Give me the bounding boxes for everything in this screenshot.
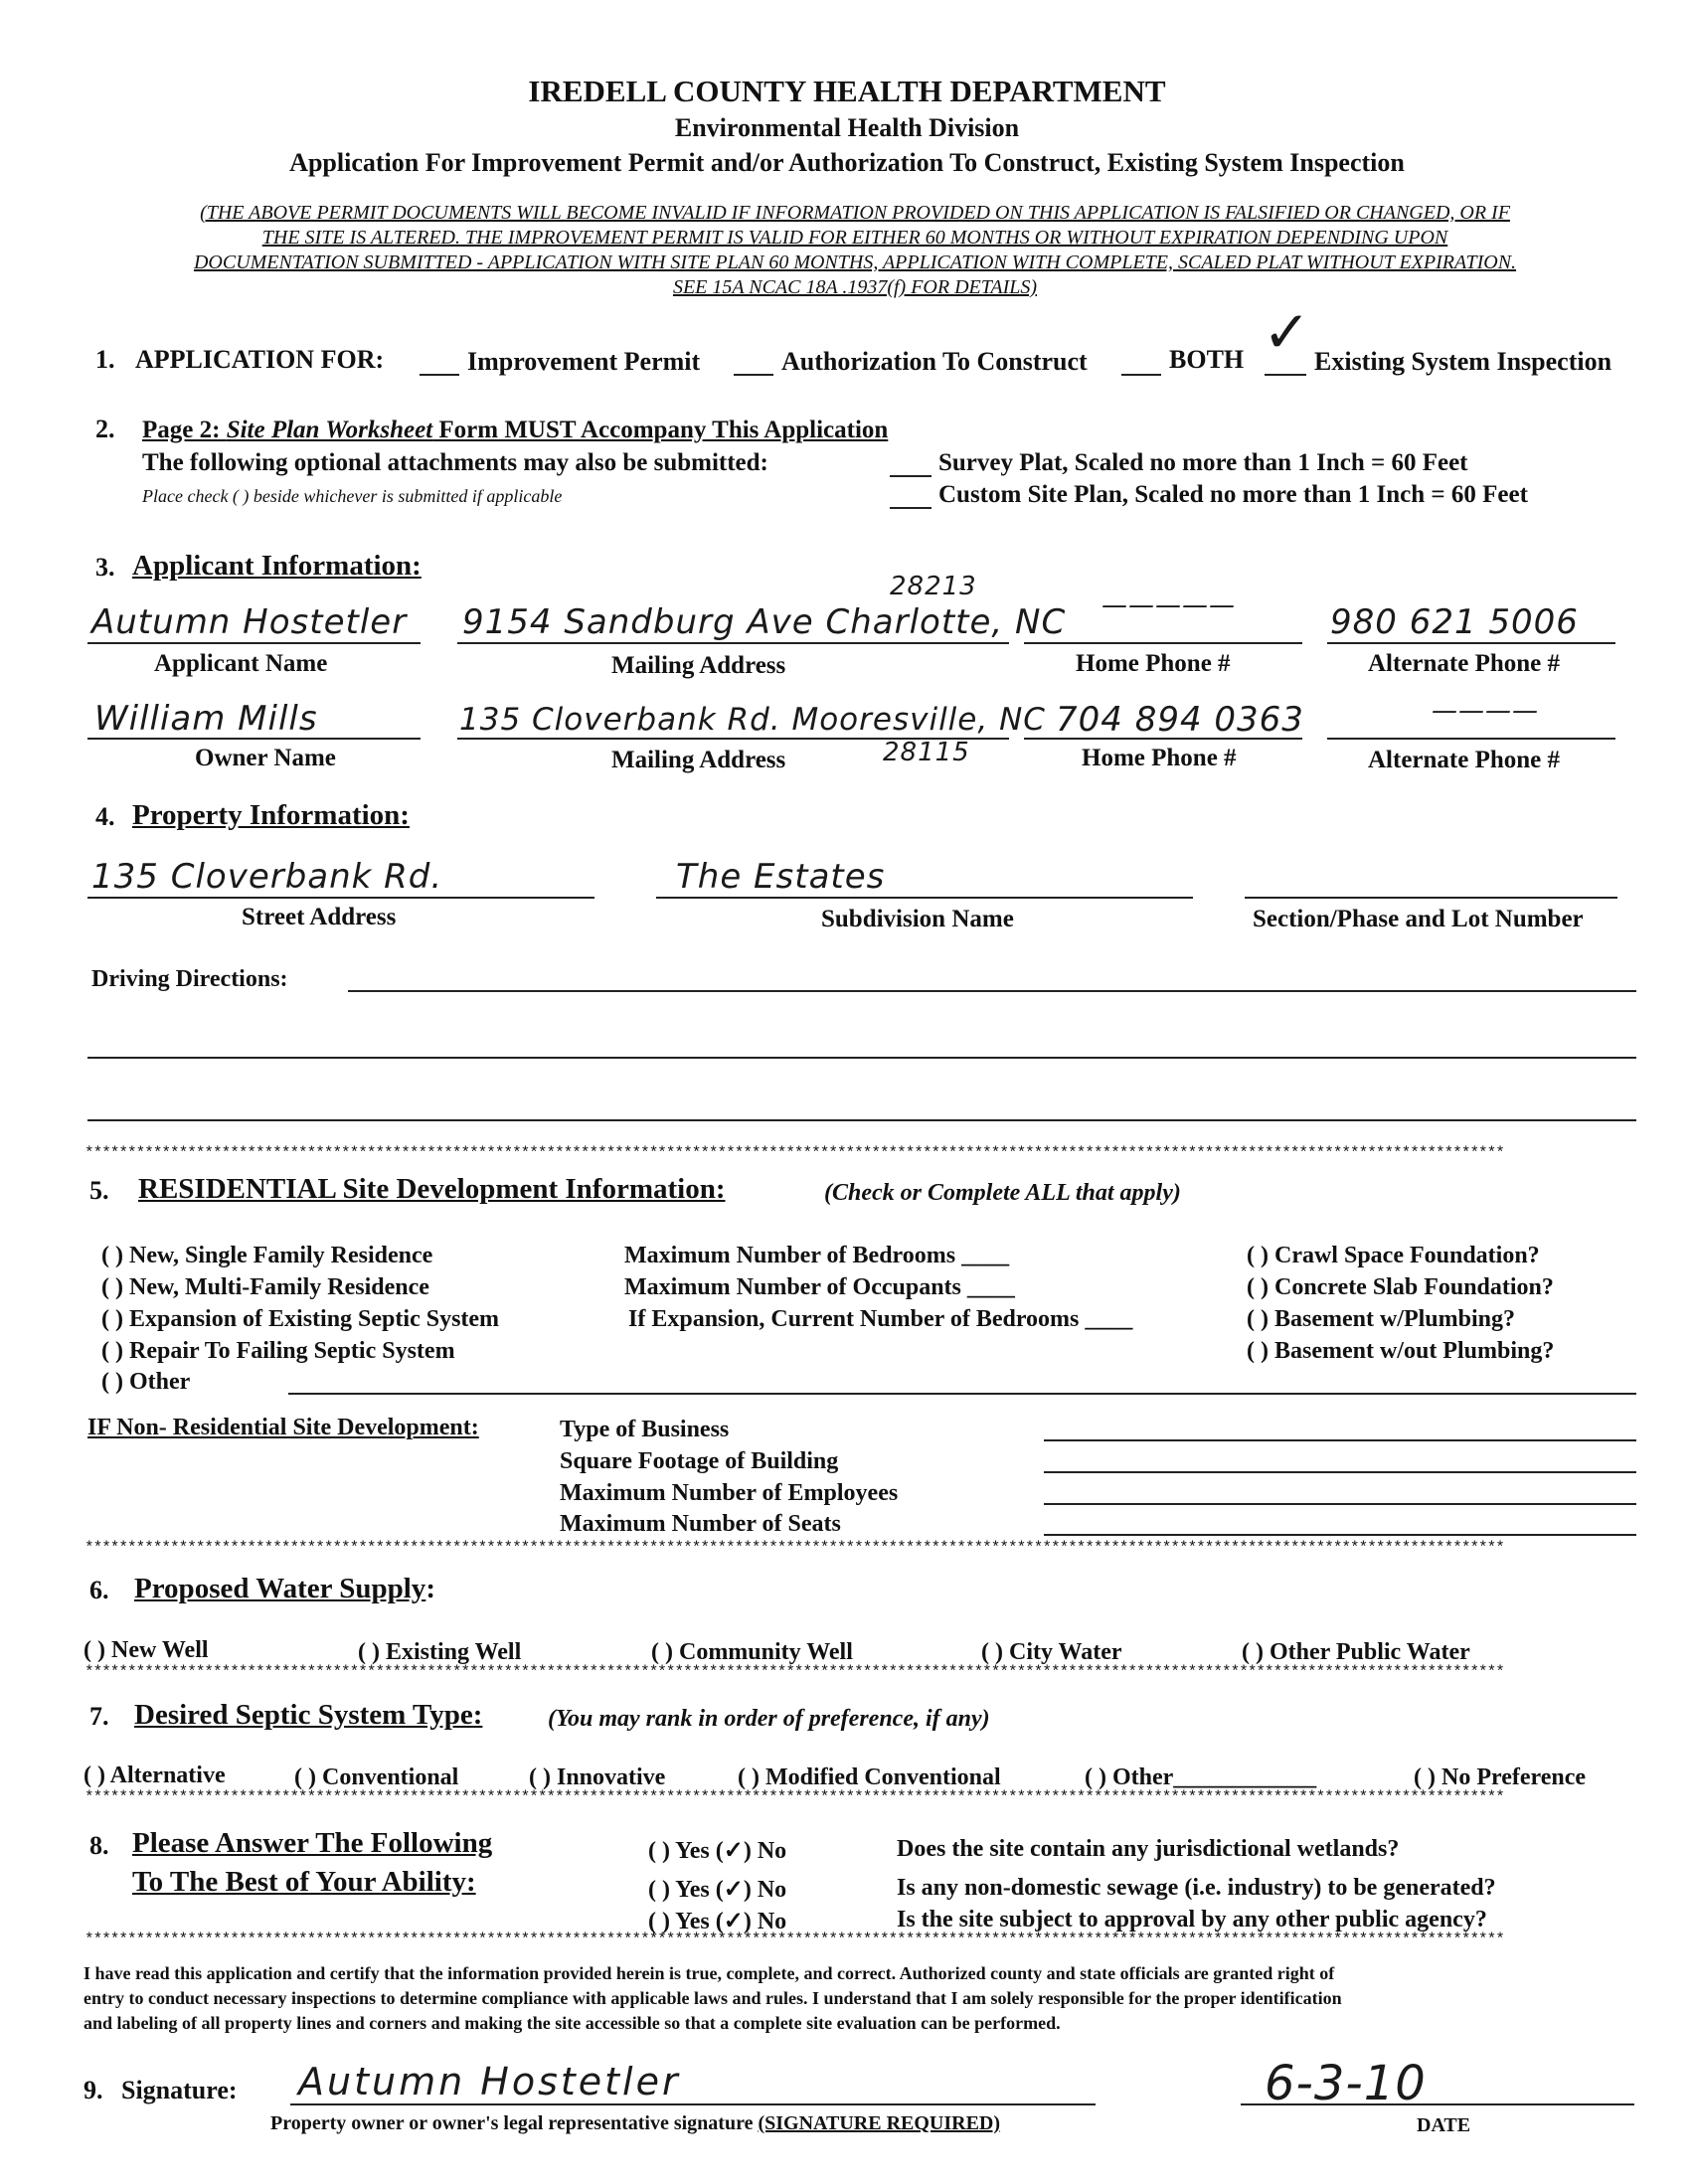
driving-directions-line[interactable] xyxy=(87,1119,1636,1121)
non-residential-label: IF Non- Residential Site Development: xyxy=(87,1415,479,1440)
notice-line: SEE 15A NCAC 18A .1937(f) FOR DETAILS) xyxy=(672,276,1038,298)
section-note: (You may rank in order of preference, if any) xyxy=(548,1706,990,1732)
survey-plat-checkbox[interactable] xyxy=(890,475,932,477)
applicant-zip-value: 28213 xyxy=(890,572,977,601)
conventional-option[interactable]: ( ) Conventional xyxy=(294,1764,459,1790)
custom-site-plan-label: Custom Site Plan, Scaled no more than 1 Inch = 60 Feet xyxy=(938,481,1528,508)
expansion-option[interactable]: ( ) Expansion of Existing Septic System xyxy=(101,1306,500,1332)
certification-line: entry to conduct necessary inspections to determine compliance with applicable laws and rules. I understand that I am solely responsible for the proper identification xyxy=(84,1988,1342,2008)
section-number: 2. xyxy=(95,415,115,443)
section-number: 4. xyxy=(95,802,115,831)
current-bedrooms-field[interactable]: If Expansion, Current Number of Bedrooms ____ xyxy=(628,1306,1133,1332)
applicant-address-line xyxy=(457,642,1009,644)
wetlands-yes-no[interactable]: ( ) Yes (✓) No xyxy=(648,1838,787,1864)
applicant-name-value[interactable]: Autumn Hostetler xyxy=(91,602,408,642)
section-lot-line[interactable] xyxy=(1245,897,1617,899)
improvement-permit-checkbox[interactable] xyxy=(420,374,459,376)
mailing-address-label: Mailing Address xyxy=(611,747,786,773)
improvement-permit-label: Improvement Permit xyxy=(467,347,701,376)
section-label: APPLICATION FOR: xyxy=(135,345,385,374)
section-number: 8. xyxy=(89,1831,109,1860)
driving-directions-label: Driving Directions: xyxy=(91,966,288,992)
max-seats-line[interactable] xyxy=(1044,1534,1636,1536)
max-bedrooms-field[interactable]: Maximum Number of Bedrooms ____ xyxy=(624,1243,1010,1268)
max-occupants-field[interactable]: Maximum Number of Occupants ____ xyxy=(624,1274,1015,1300)
notice-line: DOCUMENTATION SUBMITTED - APPLICATION WITH SITE PLAN 60 MONTHS, APPLICATION WITH COMPLETE, SCALED PLAT WITHOUT EXPIRATION. xyxy=(193,252,1517,273)
applicant-name-line xyxy=(87,642,421,644)
new-multi-family-option[interactable]: ( ) New, Multi-Family Residence xyxy=(101,1274,429,1300)
crawl-space-option[interactable]: ( ) Crawl Space Foundation? xyxy=(1247,1243,1540,1268)
street-address-label: Street Address xyxy=(242,904,397,930)
agency-question: Is the site subject to approval by any other public agency? xyxy=(897,1907,1487,1932)
max-employees-label: Maximum Number of Employees xyxy=(560,1480,899,1506)
max-seats-label: Maximum Number of Seats xyxy=(560,1511,841,1537)
existing-system-label: Existing System Inspection xyxy=(1314,347,1612,376)
check-hint: Place check ( ) beside whichever is submitted if applicable xyxy=(142,486,563,506)
max-employees-line[interactable] xyxy=(1044,1503,1636,1505)
section-number: 7. xyxy=(89,1702,109,1731)
alternate-phone-label: Alternate Phone # xyxy=(1368,747,1561,773)
section-title: Proposed Water Supply: xyxy=(134,1573,435,1604)
mailing-address-label: Mailing Address xyxy=(611,652,786,679)
signature-line xyxy=(290,2103,1096,2105)
driving-directions-line[interactable] xyxy=(348,990,1636,992)
survey-plat-label: Survey Plat, Scaled no more than 1 Inch = 60 Feet xyxy=(938,449,1468,476)
section-title: Please Answer The Following xyxy=(132,1827,493,1859)
applicant-alt-phone-line xyxy=(1327,642,1615,644)
site-plan-title: Page 2: Site Plan Worksheet Form MUST Accompany This Application xyxy=(142,417,889,443)
star-separator: ********************************************************************************************************************************************************************** xyxy=(85,1932,1504,1947)
innovative-option[interactable]: ( ) Innovative xyxy=(529,1764,666,1790)
sewage-yes-no[interactable]: ( ) Yes (✓) No xyxy=(648,1877,787,1903)
applicant-address-value[interactable]: 9154 Sandburg Ave Charlotte, NC xyxy=(462,602,1067,642)
owner-name-label: Owner Name xyxy=(195,745,336,771)
repair-option[interactable]: ( ) Repair To Failing Septic System xyxy=(101,1338,455,1364)
certification-line: I have read this application and certify that the information provided herein is true, complete, and correct. Authorized county and state officials are granted right of xyxy=(84,1963,1335,1983)
wetlands-question: Does the site contain any jurisdictional wetlands? xyxy=(897,1836,1400,1862)
other-public-water-option[interactable]: ( ) Other Public Water xyxy=(1242,1639,1470,1665)
community-well-option[interactable]: ( ) Community Well xyxy=(651,1639,853,1665)
section-title: Property Information: xyxy=(132,799,410,831)
signature-caption: Property owner or owner's legal representative signature (SIGNATURE REQUIRED) xyxy=(270,2112,1001,2134)
owner-home-phone-value[interactable]: 704 894 0363 xyxy=(1056,700,1304,740)
type-of-business-line[interactable] xyxy=(1044,1439,1636,1441)
date-value[interactable]: 6-3-10 xyxy=(1265,2056,1427,2111)
square-footage-label: Square Footage of Building xyxy=(560,1448,839,1474)
section-note: (Check or Complete ALL that apply) xyxy=(824,1180,1181,1206)
concrete-slab-option[interactable]: ( ) Concrete Slab Foundation? xyxy=(1247,1274,1554,1300)
star-separator: ********************************************************************************************************************************************************************** xyxy=(85,1145,1504,1161)
new-well-option[interactable]: ( ) New Well xyxy=(84,1637,209,1663)
subdivision-value[interactable]: The Estates xyxy=(676,857,886,897)
section-number: 9. xyxy=(84,2076,103,2104)
new-single-family-option[interactable]: ( ) New, Single Family Residence xyxy=(101,1243,433,1268)
basement-plumbing-option[interactable]: ( ) Basement w/Plumbing? xyxy=(1247,1306,1515,1332)
optional-attachments-text: The following optional attachments may also be submitted: xyxy=(142,449,768,476)
applicant-alt-phone-value[interactable]: 980 621 5006 xyxy=(1330,602,1579,642)
owner-home-phone-line xyxy=(1024,738,1302,740)
form-subtitle: Application For Improvement Permit and/or Authorization To Construct, Existing System Inspection xyxy=(289,148,1405,177)
section-title: RESIDENTIAL Site Development Information: xyxy=(138,1173,726,1205)
existing-well-option[interactable]: ( ) Existing Well xyxy=(358,1639,522,1665)
subdivision-line xyxy=(656,897,1193,899)
driving-directions-line[interactable] xyxy=(87,1057,1636,1059)
star-separator: ********************************************************************************************************************************************************************** xyxy=(85,1789,1504,1805)
owner-name-line xyxy=(87,738,421,740)
no-preference-option[interactable]: ( ) No Preference xyxy=(1414,1764,1587,1790)
star-separator: ********************************************************************************************************************************************************************** xyxy=(85,1540,1504,1556)
date-line xyxy=(1241,2103,1634,2105)
owner-name-value[interactable]: William Mills xyxy=(94,699,318,739)
alternate-phone-label: Alternate Phone # xyxy=(1368,650,1561,677)
owner-alt-phone-value[interactable]: ———— xyxy=(1432,696,1539,726)
date-caption: DATE xyxy=(1417,2114,1471,2136)
both-label: BOTH xyxy=(1169,345,1245,374)
certification-line: and labeling of all property lines and corners and making the site accessible so that a complete site evaluation can be performed. xyxy=(84,2013,1061,2033)
section-number: 1. xyxy=(95,345,115,374)
authorization-checkbox[interactable] xyxy=(734,374,773,376)
section-number: 5. xyxy=(89,1176,109,1205)
home-phone-label: Home Phone # xyxy=(1082,745,1237,771)
type-of-business-label: Type of Business xyxy=(560,1417,730,1442)
other-line[interactable] xyxy=(288,1393,1636,1395)
applicant-name-label: Applicant Name xyxy=(154,650,328,677)
street-address-value[interactable]: 135 Cloverbank Rd. xyxy=(91,857,443,897)
sewage-question: Is any non-domestic sewage (i.e. industry) to be generated? xyxy=(897,1875,1496,1901)
square-footage-line[interactable] xyxy=(1044,1471,1636,1473)
signature-value[interactable]: Autumn Hostetler xyxy=(298,2060,681,2103)
section-title: To The Best of Your Ability: xyxy=(132,1866,476,1898)
owner-zip-value: 28115 xyxy=(883,738,970,767)
applicant-home-phone-line xyxy=(1024,642,1302,644)
subdivision-label: Subdivision Name xyxy=(821,906,1014,932)
both-checkbox[interactable] xyxy=(1121,374,1161,376)
check-mark-icon: ✓ xyxy=(1263,298,1312,366)
notice-line: THE SITE IS ALTERED. THE IMPROVEMENT PERMIT IS VALID FOR EITHER 60 MONTHS OR WITHOUT EXPIRATION DEPENDING UPON xyxy=(261,227,1448,249)
existing-system-checkbox[interactable] xyxy=(1265,374,1306,376)
signature-label: Signature: xyxy=(121,2076,238,2104)
section-number: 6. xyxy=(89,1576,109,1604)
other-option[interactable]: ( ) Other xyxy=(101,1369,191,1395)
section-number: 3. xyxy=(95,553,115,582)
other-septic-option[interactable]: ( ) Other____________ xyxy=(1085,1764,1317,1790)
form-title: IREDELL COUNTY HEALTH DEPARTMENT xyxy=(528,74,1166,108)
section-title: Applicant Information: xyxy=(132,550,422,582)
notice-line: (THE ABOVE PERMIT DOCUMENTS WILL BECOME INVALID IF INFORMATION PROVIDED ON THIS APPLICATION IS FALSIFIED OR CHANGED, OR IF xyxy=(200,202,1510,224)
basement-no-plumbing-option[interactable]: ( ) Basement w/out Plumbing? xyxy=(1247,1338,1555,1364)
modified-conventional-option[interactable]: ( ) Modified Conventional xyxy=(738,1764,1001,1790)
agency-yes-no[interactable]: ( ) Yes (✓) No xyxy=(648,1909,787,1934)
city-water-option[interactable]: ( ) City Water xyxy=(981,1639,1122,1665)
owner-alt-phone-line xyxy=(1327,738,1615,740)
section-title: Desired Septic System Type: xyxy=(134,1699,483,1731)
star-separator: ********************************************************************************************************************************************************************** xyxy=(85,1664,1504,1680)
section-lot-label: Section/Phase and Lot Number xyxy=(1253,906,1584,932)
division-name: Environmental Health Division xyxy=(674,113,1020,142)
custom-site-plan-checkbox[interactable] xyxy=(890,507,932,509)
alternative-option[interactable]: ( ) Alternative xyxy=(84,1763,226,1788)
street-address-line xyxy=(87,897,594,899)
authorization-label: Authorization To Construct xyxy=(781,347,1088,376)
applicant-home-phone-value[interactable]: ————— xyxy=(1101,590,1236,620)
owner-address-value[interactable]: 135 Cloverbank Rd. Mooresville, NC xyxy=(459,702,1046,738)
home-phone-label: Home Phone # xyxy=(1076,650,1231,677)
